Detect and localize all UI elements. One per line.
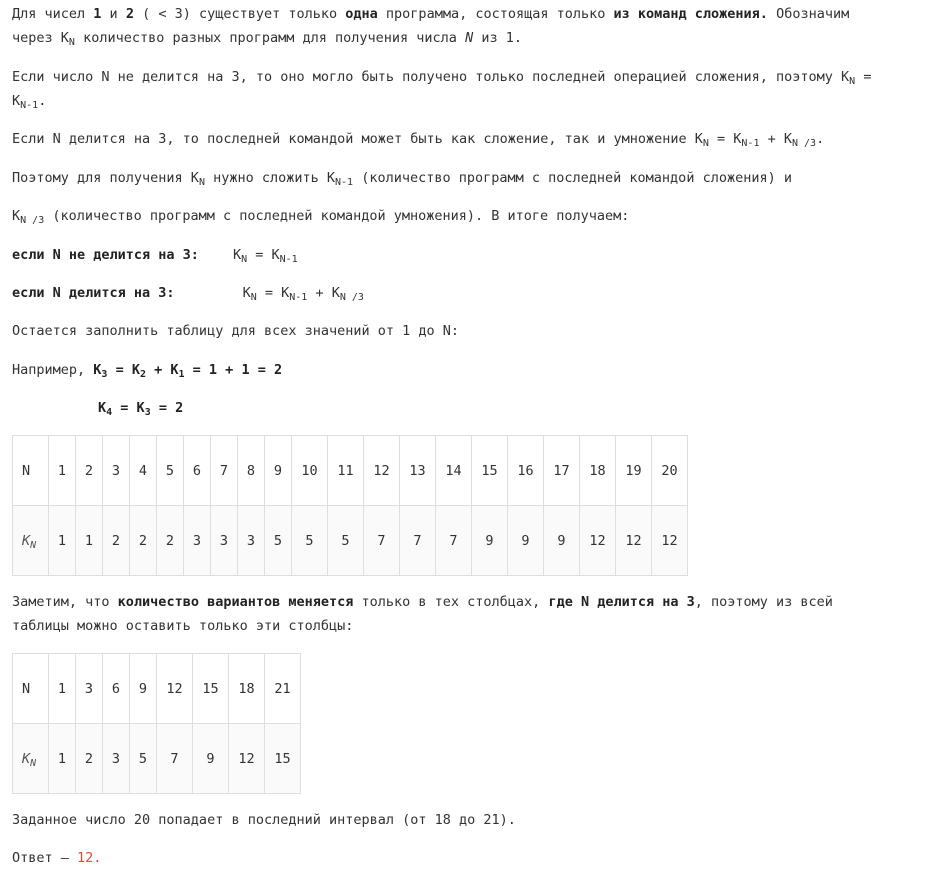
paragraph-observation: Заметим, что количество вариантов меняется только в тех столбцах, где N делится на 3, поэтому из всей таблицы можно оставить только эти столбцы: (12, 594, 833, 634)
table-row-n (13, 436, 688, 506)
cell-n-21: 21 (265, 654, 301, 724)
cell-k-10: 5 (292, 506, 328, 576)
paragraph-intro: Для чисел 1 и 2 ( < 3) существует только одна программа, состоящая только из команд сложения. Обозначим через $K_N$ количество разных программ для получения числа N из 1. (12, 6, 850, 48)
answer-label: Ответ – (12, 850, 78, 866)
cell-k-12: 7 (364, 506, 400, 576)
table-reduced (12, 653, 301, 794)
header-n: N (13, 654, 49, 724)
cell-n-14: 14 (436, 436, 472, 506)
cell-n-3: 3 (76, 654, 103, 724)
header-k: $K_N$ (13, 506, 49, 576)
table-row-k (13, 506, 688, 576)
cell-n-1: 1 (49, 654, 76, 724)
answer-value: 12. (77, 850, 102, 866)
paragraph-not-divisible: Если число N не делится на 3, то оно могло быть получено только последней операцией сложения, поэтому $K_N$ = $K_{N-1}$. (12, 69, 872, 111)
paragraph-result: $K_{N /3}$ (количество программ с последней командой умножения). В итоге получаем: (12, 208, 630, 226)
cell-k-12: 7 (157, 724, 193, 794)
cell-k-15: 9 (472, 506, 508, 576)
cell-k-14: 7 (436, 506, 472, 576)
cell-k-6: 3 (103, 724, 130, 794)
cell-n-2: 2 (76, 436, 103, 506)
cell-k-13: 7 (400, 506, 436, 576)
cell-k-15: 9 (193, 724, 229, 794)
cell-n-15: 15 (472, 436, 508, 506)
cell-k-2: 1 (76, 506, 103, 576)
answer-line (12, 846, 101, 870)
cell-n-12: 12 (364, 436, 400, 506)
paragraph-divisible: Если N делится на 3, то последней командой может быть как сложение, так и умножение $K_N = K_{N-1} + K_{N /3}$. (12, 131, 825, 149)
paragraph-therefore: Поэтому для получения $K_N$ нужно сложить $K_{N-1}$ (количество программ с последней командой сложения) и (12, 170, 792, 188)
table-row-k (13, 724, 301, 794)
cell-k-6: 3 (184, 506, 211, 576)
cell-k-9: 5 (130, 724, 157, 794)
cell-k-16: 9 (508, 506, 544, 576)
cell-n-18: 18 (229, 654, 265, 724)
cell-n-8: 8 (238, 436, 265, 506)
cell-k-11: 5 (328, 506, 364, 576)
cell-k-4: 2 (130, 506, 157, 576)
header-n: N (13, 436, 49, 506)
cell-n-6: 6 (184, 436, 211, 506)
cell-k-20: 12 (652, 506, 688, 576)
cell-n-16: 16 (508, 436, 544, 506)
cell-k-1: 1 (49, 506, 76, 576)
formula-not-divisible: если N не делится на 3: $K_N = K_{N-1}$ (12, 247, 298, 265)
cell-k-3: 2 (76, 724, 103, 794)
cell-k-18: 12 (580, 506, 616, 576)
header-k: $K_N$ (13, 724, 49, 794)
cell-n-9: 9 (130, 654, 157, 724)
cell-n-18: 18 (580, 436, 616, 506)
cell-n-6: 6 (103, 654, 130, 724)
cell-n-13: 13 (400, 436, 436, 506)
cell-n-3: 3 (103, 436, 130, 506)
cell-n-15: 15 (193, 654, 229, 724)
cell-n-20: 20 (652, 436, 688, 506)
formula-divisible: если N делится на 3: $K_N = K_{N-1} + K_{N /3}$ (12, 285, 364, 303)
cell-k-19: 12 (616, 506, 652, 576)
cell-n-9: 9 (265, 436, 292, 506)
table-full (12, 435, 688, 576)
table-row-n (13, 654, 301, 724)
cell-n-10: 10 (292, 436, 328, 506)
cell-n-17: 17 (544, 436, 580, 506)
cell-k-17: 9 (544, 506, 580, 576)
cell-k-7: 3 (211, 506, 238, 576)
cell-k-9: 5 (265, 506, 292, 576)
cell-k-8: 3 (238, 506, 265, 576)
example-k4: $K_4 = K_3 = 2$ (98, 400, 184, 418)
cell-n-19: 19 (616, 436, 652, 506)
cell-k-1: 1 (49, 724, 76, 794)
cell-k-5: 2 (157, 506, 184, 576)
cell-k-21: 15 (265, 724, 301, 794)
cell-n-1: 1 (49, 436, 76, 506)
cell-n-7: 7 (211, 436, 238, 506)
cell-n-12: 12 (157, 654, 193, 724)
paragraph-fill-table: Остается заполнить таблицу для всех значений от 1 до N: (12, 323, 460, 339)
cell-k-18: 12 (229, 724, 265, 794)
paragraph-interval: Заданное число 20 попадает в последний интервал (от 18 до 21). (12, 812, 516, 828)
example-k3: Например, $K_3 = K_2 + K_1 = 1 + 1 = 2$ (12, 362, 283, 380)
cell-n-4: 4 (130, 436, 157, 506)
cell-n-11: 11 (328, 436, 364, 506)
cell-k-3: 2 (103, 506, 130, 576)
cell-n-5: 5 (157, 436, 184, 506)
